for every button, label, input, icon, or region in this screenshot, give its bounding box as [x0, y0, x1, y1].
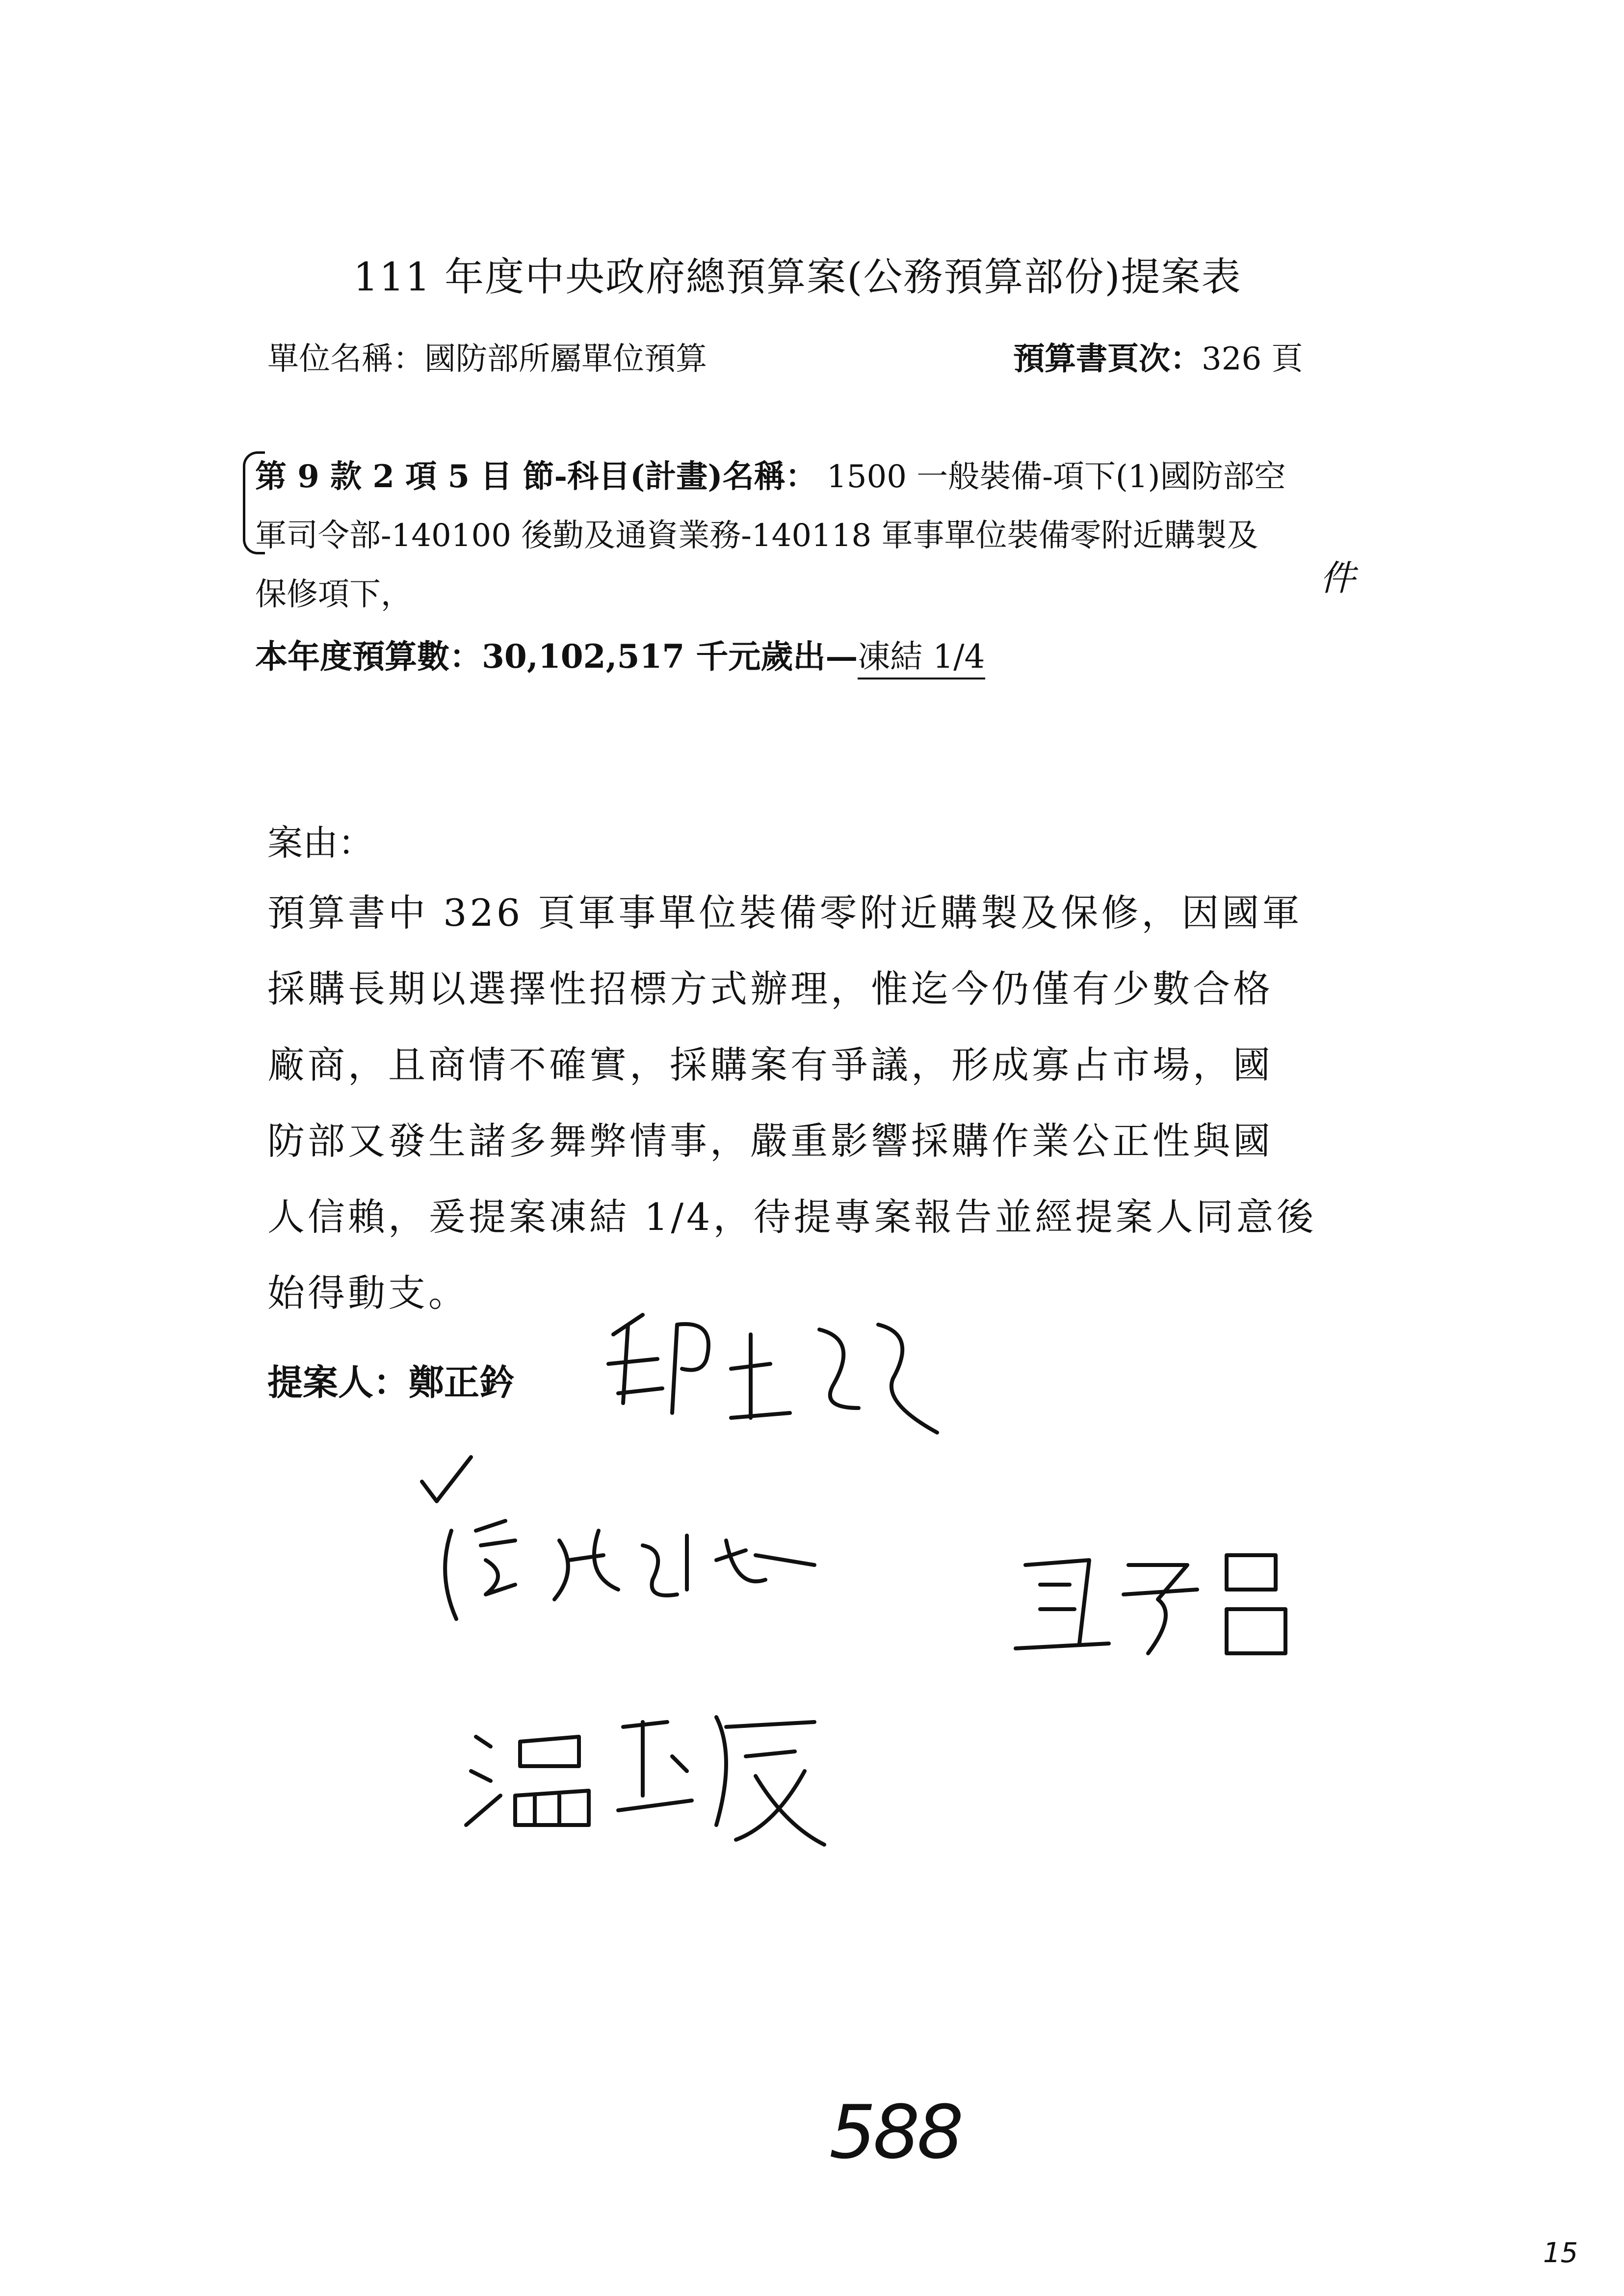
signature-1 [603, 1295, 976, 1452]
reason-line: 廠商，且商情不確實，採購案有爭議，形成寡占市場，國 [267, 1043, 1273, 1087]
section-prefix: 第 9 款 2 項 5 目 節-科目(計畫)名稱： [255, 458, 817, 495]
signature-4 [461, 1697, 834, 1854]
section-line1-rest: 1500 一般裝備-項下(1)國防部空 [816, 459, 1286, 495]
page-number: 588 [829, 2090, 961, 2175]
budget-amount-line [255, 630, 985, 677]
proposer-name: 鄭正鈐 [409, 1361, 515, 1403]
unit-name-value: 國防部所屬單位預算 [424, 341, 707, 377]
reason-line: 人信賴，爰提案凍結 1/4，待提專案報告並經提案人同意後 [267, 1195, 1317, 1239]
reason-label: 案由： [267, 822, 374, 863]
budget-suffix: 歲出— [760, 637, 858, 676]
budget-amount: 30,102,517 千元 [482, 637, 761, 676]
section-line-1 [255, 451, 1286, 496]
section-line-3: 保修項下， [255, 576, 412, 613]
budget-page-label: 預算書頁次： [1013, 340, 1202, 377]
signature-3 [1011, 1545, 1305, 1663]
section-line-2: 軍司令部-140100 後勤及通資業務-140118 軍事單位裝備零附近購製及 [255, 518, 1258, 554]
budget-label: 本年度預算數： [255, 637, 482, 676]
document-title: 111 年度中央政府總預算案(公務預算部份)提案表 [353, 254, 1242, 300]
reason-line: 始得動支。 [267, 1271, 469, 1315]
unit-name-label: 單位名稱： [267, 341, 424, 377]
budget-page-value: 326 頁 [1202, 341, 1303, 377]
signature-2 [432, 1501, 834, 1629]
proposer [267, 1354, 515, 1405]
proposer-label: 提案人： [267, 1361, 409, 1403]
reason-line: 採購長期以選擇性招標方式辦理，惟迄今仍僅有少數合格 [267, 967, 1273, 1011]
budget-page [1013, 334, 1303, 379]
reason-line: 預算書中 326 頁軍事單位裝備零附近購製及保修，因國軍 [267, 891, 1303, 935]
corner-number: 15 [1543, 2237, 1578, 2269]
reason-line: 防部又發生諸多舞弊情事，嚴重影響採購作業公正性與國 [267, 1119, 1273, 1163]
handwritten-insert: 件 [1320, 557, 1356, 599]
budget-action: 凍結 1/4 [858, 638, 985, 679]
unit-name [267, 334, 707, 379]
